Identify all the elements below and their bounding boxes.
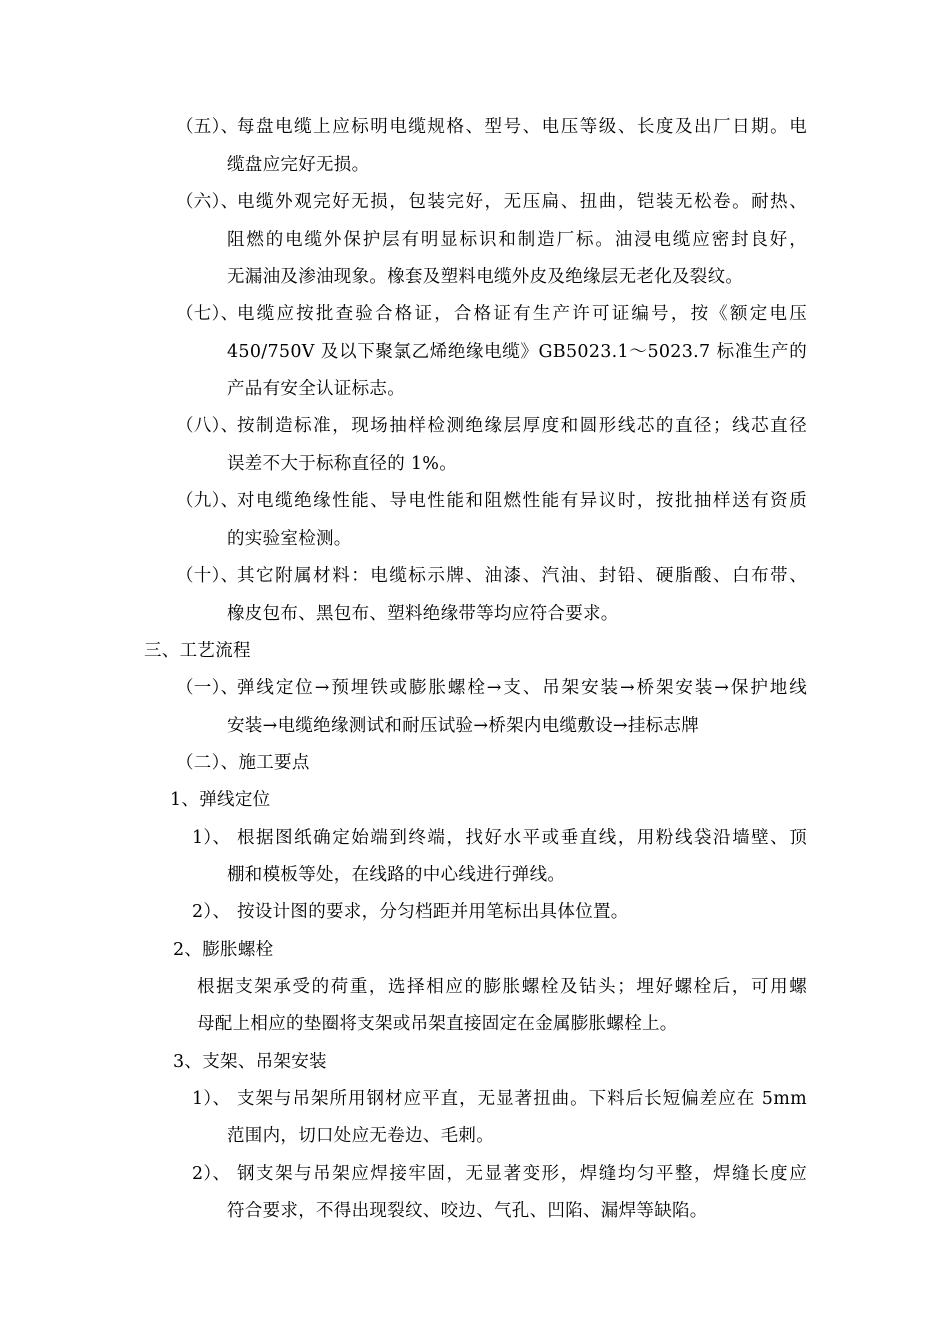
- sub-1-heading: 1、弹线定位: [170, 790, 271, 810]
- sub-1-item-1-line-2: 棚和模板等处，在线路的中心线进行弹线。: [227, 865, 566, 885]
- flow-label: （一）、: [176, 678, 239, 698]
- item-9-line-1: 对电缆绝缘性能、导电性能和阻燃性能有异议时，按批抽样送有资质: [237, 491, 807, 511]
- item-8-line-1: 按制造标准，现场抽样检测绝缘层厚度和圆形线芯的直径；线芯直径: [237, 416, 807, 436]
- item-5-label: （五）、: [176, 117, 239, 137]
- item-6-line-1: 电缆外观完好无损，包装完好，无压扁、扭曲，铠装无松卷。耐热、: [237, 192, 807, 212]
- flow-line-2: 安装→电缆绝缘测试和耐压试验→桥架内电缆敷设→挂标志牌: [227, 716, 700, 736]
- sub-1-item-1-line-1: 根据图纸确定始端到终端，找好水平或垂直线，用粉线袋沿墙壁、顶: [237, 828, 807, 848]
- sub-1-item-1-label: 1）、: [192, 828, 231, 848]
- sub-3-item-1-line-1: 支架与吊架所用钢材应平直，无显著扭曲。下料后长短偏差应在 5mm: [237, 1089, 807, 1109]
- item-5-line-1: 每盘电缆上应标明电缆规格、型号、电压等级、长度及出厂日期。电: [237, 117, 807, 137]
- sub-3-item-2-line-2: 符合要求，不得出现裂纹、咬边、气孔、凹陷、漏焊等缺陷。: [227, 1201, 708, 1221]
- sub-3-item-1-label: 1）、: [192, 1089, 231, 1109]
- item-7-line-3: 产品有安全认证标志。: [227, 379, 405, 399]
- sub-2-line-2: 母配上相应的垫圈将支架或吊架直接固定在金属膨胀螺栓上。: [197, 1014, 678, 1034]
- item-7-line-2: 450/750V 及以下聚氯乙烯绝缘电缆》GB5023.1～5023.7 标准生产的: [227, 342, 807, 362]
- item-10-line-2: 橡皮包布、黑包布、塑料绝缘带等均应符合要求。: [227, 604, 619, 624]
- sub-1-item-2-label: 2）、: [192, 902, 231, 922]
- item-9-line-2: 的实验室检测。: [227, 529, 352, 549]
- sub-3-item-2-line-1: 钢支架与吊架应焊接牢固，无显著变形，焊缝均匀平整，焊缝长度应: [237, 1164, 807, 1184]
- item-10-label: （十）、: [176, 566, 239, 586]
- item-7-line-1: 电缆应按批查验合格证，合格证有生产许可证编号，按《额定电压: [237, 304, 807, 324]
- item-8-label: （八）、: [176, 416, 239, 436]
- item-6-line-2: 阻燃的电缆外保护层有明显标识和制造厂标。油浸电缆应密封良好，: [227, 230, 807, 250]
- sub-2-heading: 2、膨胀螺栓: [173, 940, 274, 960]
- flow-line-1: 弹线定位→预埋铁或膨胀螺栓→支、吊架安装→桥架安装→保护地线: [237, 678, 807, 698]
- sub-3-item-1-line-2: 范围内，切口处应无卷边、毛刺。: [227, 1126, 494, 1146]
- construction-points-heading: （二）、施工要点: [176, 753, 310, 773]
- item-8-line-2: 误差不大于标称直径的 1%。: [227, 454, 458, 474]
- item-10-line-1: 其它附属材料：电缆标示牌、油漆、汽油、封铅、硬脂酸、白布带、: [237, 566, 807, 586]
- sub-2-line-1: 根据支架承受的荷重，选择相应的膨胀螺栓及钻头；埋好螺栓后，可用螺: [197, 977, 807, 997]
- item-6-line-3: 无漏油及渗油现象。橡套及塑料电缆外皮及绝缘层无老化及裂纹。: [227, 267, 744, 287]
- sub-3-item-2-label: 2）、: [192, 1164, 231, 1184]
- item-7-label: （七）、: [176, 304, 239, 324]
- item-9-label: （九）、: [176, 491, 239, 511]
- section-3-heading: 三、工艺流程: [144, 641, 251, 661]
- sub-1-item-2-line-1: 按设计图的要求，分匀档距并用笔标出具体位置。: [237, 902, 629, 922]
- item-5-line-2: 缆盘应完好无损。: [227, 155, 370, 175]
- sub-3-heading: 3、支架、吊架安装: [173, 1052, 327, 1072]
- item-6-label: （六）、: [176, 192, 239, 212]
